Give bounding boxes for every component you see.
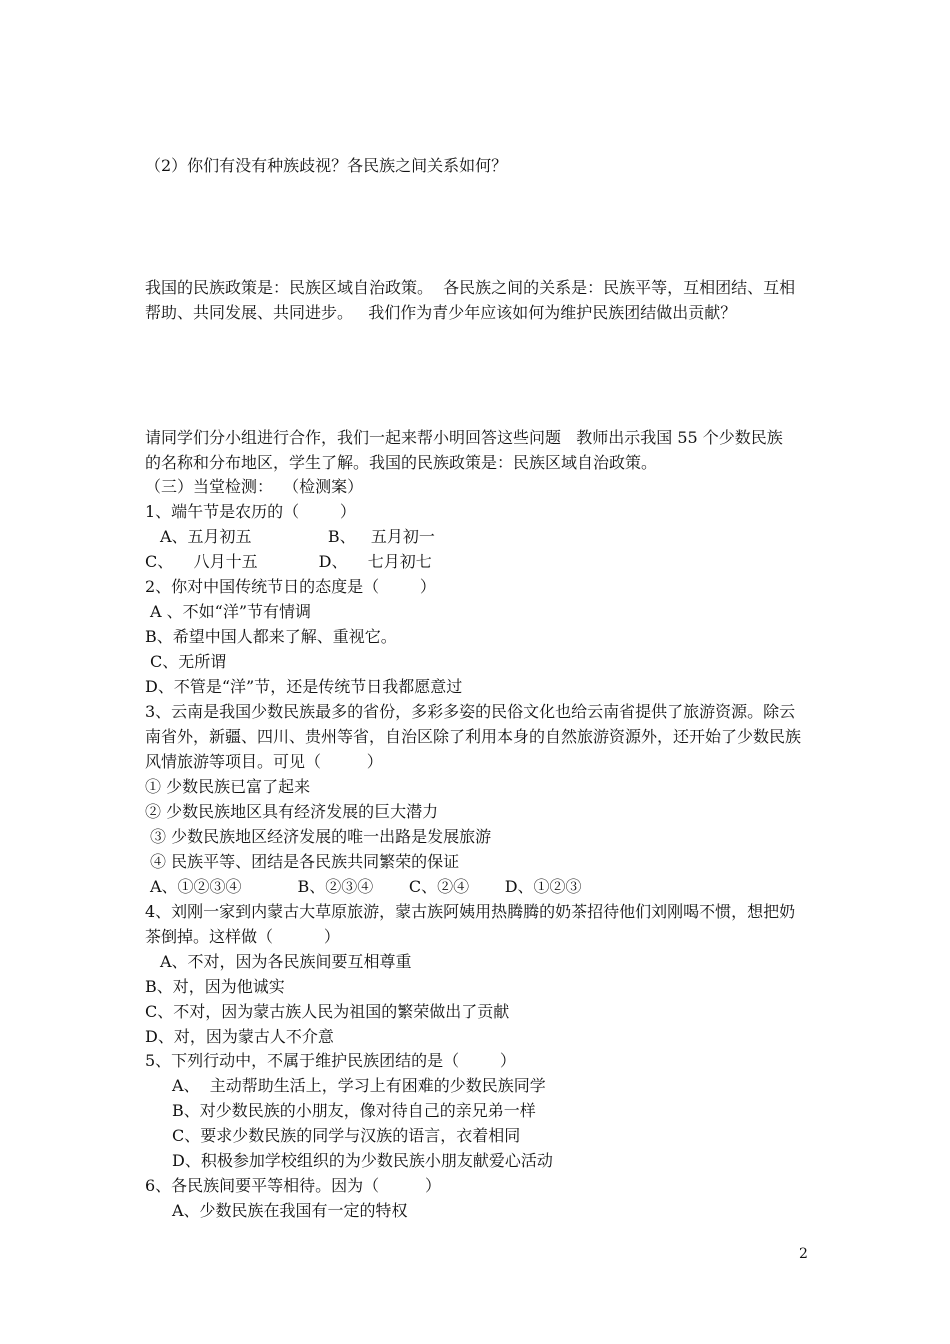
q3-statement-3: ③ 少数民族地区经济发展的唯一出路是发展旅游 [150, 827, 492, 846]
q5-option-c: C、要求少数民族的同学与汉族的语言，衣着相同 [172, 1126, 521, 1145]
q1-options-cd: C、 八月十五 D、 七月初七 [145, 552, 432, 571]
q4-option-c: C、不对，因为蒙古族人民为祖国的繁荣做出了贡献 [145, 1002, 510, 1021]
question-2-heading: （2）你们有没有种族歧视？各民族之间关系如何？ [145, 156, 508, 175]
q3-statement-4: ④ 民族平等、团结是各民族共同繁荣的保证 [150, 852, 460, 871]
policy-paragraph-line-2: 帮助、共同发展、共同进步。 我们作为青少年应该如何为维护民族团结做出贡献？ [145, 303, 737, 322]
q4-option-d: D、对，因为蒙古人不介意 [145, 1027, 334, 1046]
q1-options-ab: A、五月初五 B、 五月初一 [160, 527, 435, 546]
q3-stem-line-2: 南省外，新疆、四川、贵州等省，自治区除了利用本身的自然旅游资源外，还开始了少数民族 [145, 727, 802, 746]
q5-stem: 5、下列行动中，不属于维护民族团结的是（ ） [145, 1051, 516, 1070]
q3-statement-2: ② 少数民族地区具有经济发展的巨大潜力 [145, 802, 439, 821]
q4-option-a: A、不对，因为各民族间要互相尊重 [160, 952, 412, 971]
section-heading-classroom-test: （三）当堂检测： （检测案） [145, 477, 364, 496]
q5-option-b: B、对少数民族的小朋友，像对待自己的亲兄弟一样 [172, 1101, 536, 1120]
q3-options: A、①②③④ B、②③④ C、②④ D、①②③ [150, 877, 582, 896]
policy-paragraph-line-1: 我国的民族政策是：民族区域自治政策。 各民族之间的关系是：民族平等，互相团结、互相 [145, 278, 796, 297]
q2-option-d: D、不管是“洋”节，还是传统节日我都愿意过 [145, 677, 463, 696]
q3-stem-line-3: 风情旅游等项目。可见（ ） [145, 752, 383, 771]
q4-stem-line-1: 4、刘刚一家到内蒙古大草原旅游，蒙古族阿姨用热腾腾的奶茶招待他们刘刚喝不惯，想把奶 [145, 902, 796, 921]
page-number: 2 [799, 1246, 808, 1262]
q2-stem: 2、你对中国传统节日的态度是（ ） [145, 577, 436, 596]
group-work-paragraph-line-2: 的名称和分布地区，学生了解。我国的民族政策是：民族区域自治政策。 [145, 453, 658, 472]
q5-option-a: A、 主动帮助生活上，学习上有困难的少数民族同学 [172, 1076, 546, 1095]
group-work-paragraph-line-1: 请同学们分小组进行合作，我们一起来帮小明回答这些问题 教师出示我国 55 个少数民族 [145, 428, 783, 447]
q2-option-a: A 、不如“洋”节有情调 [150, 602, 312, 621]
q3-statement-1: ① 少数民族已富了起来 [145, 777, 311, 796]
q3-stem-line-1: 3、云南是我国少数民族最多的省份，多彩多姿的民俗文化也给云南省提供了旅游资源。除云 [145, 702, 796, 721]
q2-option-c: C、无所谓 [150, 652, 227, 671]
q2-option-b: B、希望中国人都来了解、重视它。 [145, 627, 397, 646]
q6-option-a: A、少数民族在我国有一定的特权 [172, 1201, 408, 1220]
q1-stem: 1、端午节是农历的（ ） [145, 502, 356, 521]
q6-stem: 6、各民族间要平等相待。因为（ ） [145, 1176, 441, 1195]
q5-option-d: D、积极参加学校组织的为少数民族小朋友献爱心活动 [172, 1151, 553, 1170]
q4-stem-line-2: 茶倒掉。这样做（ ） [145, 927, 340, 946]
q4-option-b: B、对，因为他诚实 [145, 977, 285, 996]
